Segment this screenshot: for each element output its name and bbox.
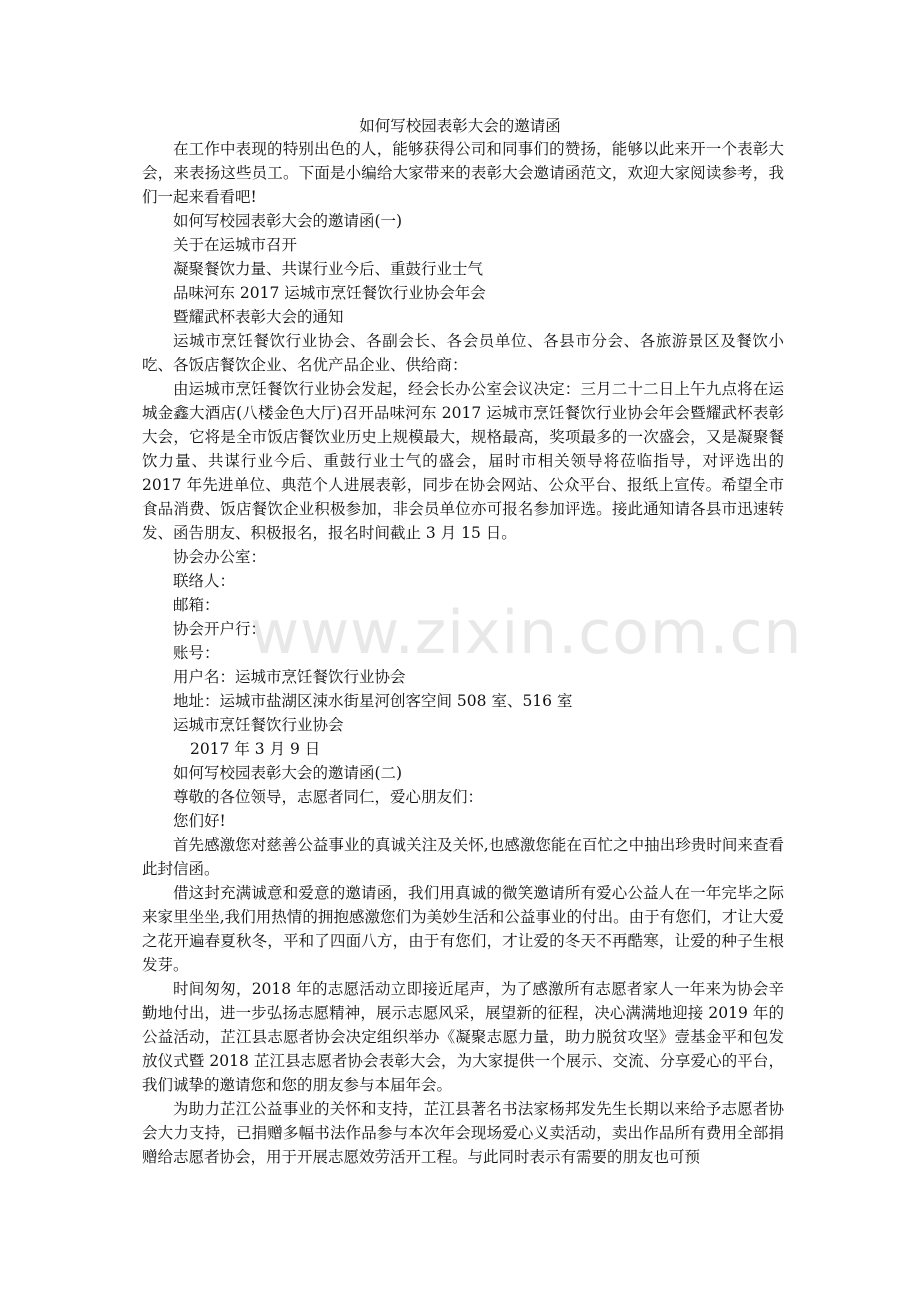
notice-addressees: 运城市烹饪餐饮行业协会、各副会长、各会员单位、各县市分会、各旅游景区及餐饮小吃、各饭店餐饮企业、名优产品企业、供给商： — [142, 332, 784, 374]
body-paragraph: 首先感激您对慈善公益事业的真诚关注及关怀,也感激您能在百忙之中抽出珍贵时间来查看此封信函。 — [142, 836, 784, 878]
greeting: 您们好! — [173, 812, 226, 830]
contact-username: 用户名：运城市烹饪餐饮行业协会 — [173, 668, 406, 686]
notice-title-line: 品味河东 2017 运城市烹饪餐饮行业协会年会 — [173, 284, 486, 302]
contact-email: 邮箱： — [173, 596, 220, 614]
contact-bank: 协会开户行： — [173, 620, 267, 638]
signature-org: 运城市烹饪餐饮行业协会 — [173, 716, 344, 734]
contact-address: 地址：运城市盐湖区涑水街星河创客空间 508 室、516 室 — [173, 692, 573, 710]
section-heading-2: 如何写校园表彰大会的邀请函(二) — [173, 764, 403, 782]
salutation: 尊敬的各位领导，志愿者同仁，爱心朋友们： — [173, 788, 484, 806]
watermark: www.zixin.com.cn — [250, 598, 803, 668]
body-paragraph: 为助力芷江公益事业的关怀和支持，芷江县著名书法家杨邦发先生长期以来给予志愿者协会大力支持，已捐赠多幅书法作品参与本次年会现场爱心义卖活动，卖出作品所有费用全部捐赠给志愿者协会，用于开展志愿效劳活开工程。与此同时表示有需要的朋友也可预 — [142, 1100, 784, 1166]
document-title: 如何写校园表彰大会的邀请函 — [359, 117, 561, 135]
paragraph-intro: 在工作中表现的特别出色的人，能够获得公司和同事们的赞扬，能够以此来开一个表彰大会，来表扬这些员工。下面是小编给大家带来的表彰大会邀请函范文，欢迎大家阅读参考，我们一起来看看吧! — [142, 140, 784, 206]
document-body — [142, 137, 803, 1169]
section-heading-1: 如何写校园表彰大会的邀请函(一) — [173, 212, 403, 230]
body-paragraph: 时间匆匆，2018 年的志愿活动立即接近尾声，为了感激所有志愿者家人一年来为协会辛勤地付出，进一步弘扬志愿精神，展示志愿风采，展望新的征程，决心满满地迎接 2019 年的公益活动，芷江县志愿者协会决定组织举办《凝聚志愿力量，助力脱贫攻坚》壹基金平和包发放仪式暨 2018 芷江县志愿者协会表彰大会，为大家提供一个展示、交流、分享爱心的平台，我们诚挚的邀请您和您的朋友参与本届年会。 — [142, 980, 784, 1094]
signature-date: 2017 年 3 月 9 日 — [190, 740, 321, 758]
notice-title-line: 关于在运城市召开 — [173, 236, 298, 254]
notice-body: 由运城市烹饪餐饮行业协会发起，经会长办公室会议决定：三月二十二日上午九点将在运城金鑫大酒店(八楼金色大厅)召开品味河东 2017 运城市烹饪餐饮行业协会年会暨耀武杯表彰大会，它将是全市饭店餐饮业历史上规模最大，规格最高，奖项最多的一次盛会，又是凝聚餐饮力量、共谋行业今后、重鼓行业士气的盛会，届时市相关领导将莅临指导，对评选出的 2017 年先进单位、典范个人进展表彰，同步在协会网站、公众平台、报纸上宣传。希望全市食品消费、饭店餐饮企业积极参加，非会员单位亦可报名参加评选。接此通知请各县市迅速转发、函告朋友、积极报名，报名时间截止 3 月 15 日。 — [142, 380, 784, 542]
notice-title-line: 暨耀武杯表彰大会的通知 — [173, 308, 344, 326]
contact-office: 协会办公室： — [173, 548, 267, 566]
body-paragraph: 借这封充满诚意和爱意的邀请函，我们用真诚的微笑邀请所有爱心公益人在一年完毕之际来家里坐坐,我们用热情的拥抱感激您们为美妙生活和公益事业的付出。由于有您们，才让大爱之花开遍春夏秋冬，平和了四面八方，由于有您们，才让爱的冬天不再酷寒，让爱的种子生根发芽。 — [142, 884, 784, 974]
contact-person: 联络人： — [173, 572, 236, 590]
contact-account: 账号： — [173, 644, 220, 662]
notice-title-line: 凝聚餐饮力量、共谋行业今后、重鼓行业士气 — [173, 260, 484, 278]
